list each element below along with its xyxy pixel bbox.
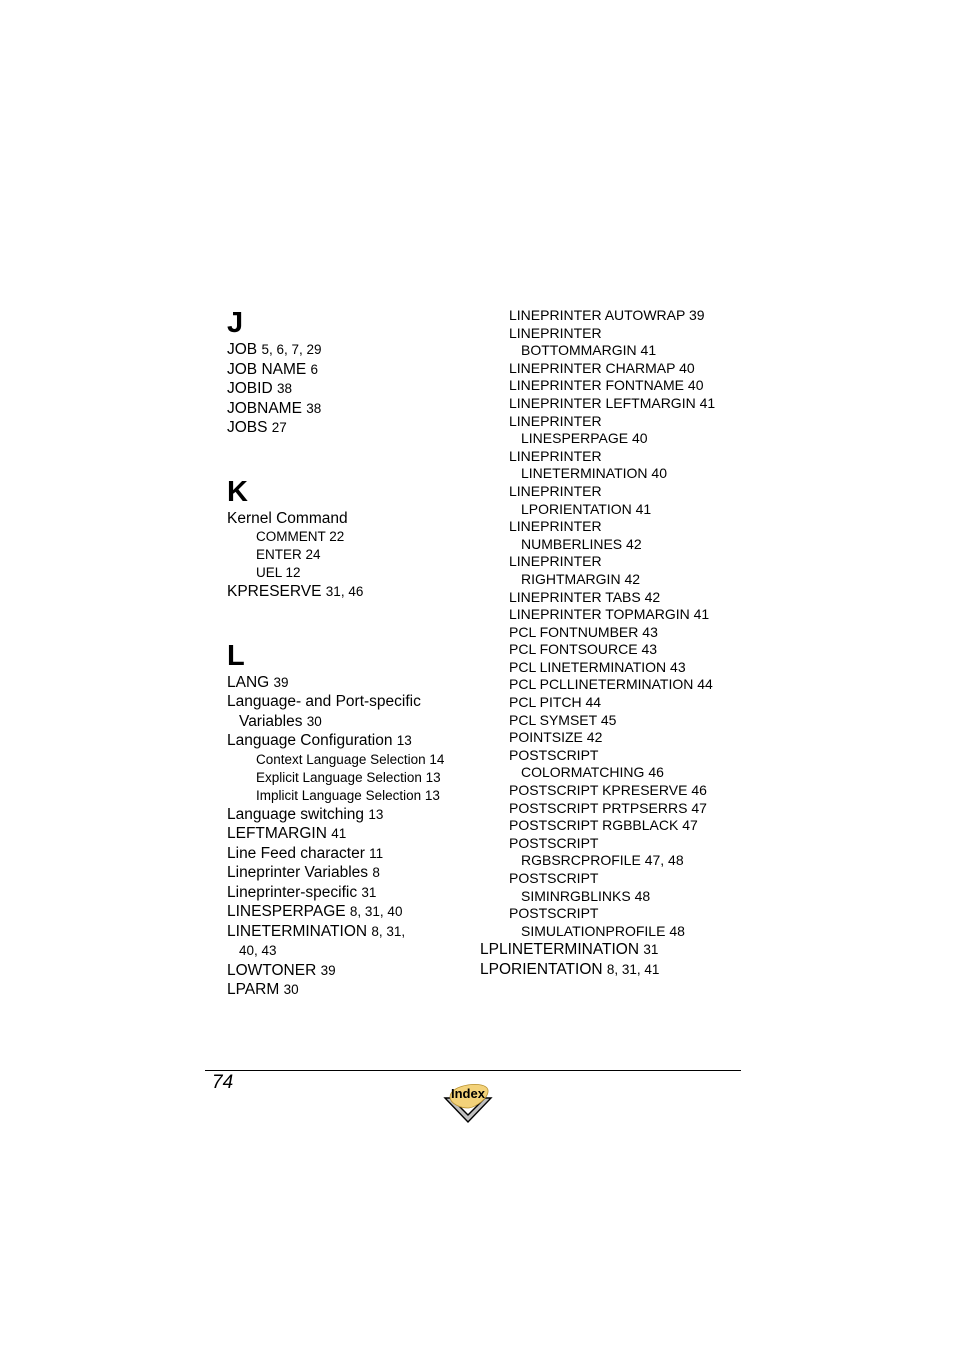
index-subentry — [480, 676, 745, 694]
entry-term: JOBS — [227, 419, 268, 436]
index-subentry — [480, 325, 745, 360]
index-subentry — [480, 694, 745, 712]
entry-term: Implicit Language Selection — [256, 787, 422, 803]
index-subentry — [480, 641, 745, 659]
index-column-left — [227, 306, 472, 1000]
index-subentry — [480, 448, 745, 483]
entry-term: Lineprinter Variables — [227, 864, 369, 881]
entry-term: KPRESERVE — [227, 583, 322, 600]
index-entry — [227, 582, 472, 602]
entry-pages: 41 — [640, 342, 657, 359]
entry-pages: 42 — [626, 535, 642, 552]
entry-term: PCL SYMSET — [509, 711, 597, 728]
index-entry — [227, 922, 472, 961]
entry-term-continued: LINESPERPAGE — [521, 430, 629, 447]
index-subentry — [227, 751, 472, 769]
index-subentry — [480, 817, 745, 835]
entry-term: POSTSCRIPT — [509, 834, 599, 851]
entry-term: ENTER — [256, 547, 302, 562]
entry-term: LINEPRINTER LEFTMARGIN — [509, 394, 696, 411]
entry-term: Language Configuration — [227, 732, 393, 749]
section-letter-j: J — [227, 307, 244, 339]
entry-pages: 42 — [644, 588, 661, 605]
index-entry — [227, 980, 472, 1000]
index-entry — [227, 961, 472, 981]
entry-pages: 8, 31, 41 — [606, 961, 660, 977]
entry-term-continued: LINETERMINATION — [521, 465, 648, 482]
entry-term: JOB NAME — [227, 360, 307, 378]
index-subentry — [480, 606, 745, 624]
entry-term: LPARM — [227, 981, 280, 998]
entry-term: Lineprinter-specific — [227, 883, 358, 901]
index-subentry — [480, 712, 745, 730]
entry-pages: 47 — [682, 817, 698, 834]
entry-pages: 22 — [329, 529, 345, 544]
entry-pages: 13 — [368, 806, 384, 822]
page-number: 74 — [212, 1072, 234, 1093]
entry-pages: 13 — [425, 769, 441, 785]
entry-pages: 31 — [643, 942, 659, 958]
entry-pages: 39 — [320, 962, 336, 978]
index-subentry — [480, 800, 745, 818]
entry-pages: 41 — [635, 500, 652, 517]
entry-pages: 41 — [699, 394, 716, 411]
entry-term: POSTSCRIPT PRTPSERRS — [509, 799, 688, 816]
index-subentry — [227, 564, 472, 582]
entry-term: POSTSCRIPT — [509, 905, 599, 922]
entry-pages: 31 — [361, 884, 377, 900]
entry-term: LINEPRINTER — [509, 553, 602, 570]
entry-pages: 30 — [306, 713, 322, 729]
index-entry — [227, 692, 472, 731]
entry-term: LINETERMINATION — [227, 922, 368, 940]
entry-pages: 42 — [624, 570, 641, 587]
index-subentry — [227, 528, 472, 546]
entry-term: Explicit Language Selection — [256, 769, 422, 785]
logo-text: Index — [451, 1086, 485, 1101]
index-entry — [227, 805, 472, 825]
entry-pages: 12 — [285, 565, 301, 580]
entry-term-continued: SIMINRGBLINKS — [521, 887, 631, 904]
entry-term: Context Language Selection — [256, 751, 426, 767]
index-subentry — [480, 870, 745, 905]
index-entry — [480, 940, 745, 960]
entry-term: PCL LINETERMINATION — [509, 658, 667, 675]
index-entry — [227, 844, 472, 864]
index-entry — [227, 418, 472, 438]
entry-term: POSTSCRIPT KPRESERVE — [509, 782, 688, 799]
entry-pages: 44 — [585, 694, 602, 711]
index-arrow-icon[interactable] — [441, 1078, 495, 1124]
index-entry — [227, 883, 472, 903]
entry-term: PCL PCLLINETERMINATION — [509, 676, 694, 693]
entry-term: LINEPRINTER — [509, 324, 602, 341]
entry-pages: 14 — [429, 751, 445, 767]
entry-pages: 43 — [642, 623, 658, 640]
entry-term: LINEPRINTER FONTNAME — [509, 377, 685, 394]
entry-term: LINEPRINTER — [509, 412, 602, 429]
entry-term-continued: LPORIENTATION — [521, 500, 632, 517]
index-entry — [227, 360, 472, 380]
entry-pages: 39 — [688, 307, 705, 323]
index-column-right — [480, 307, 745, 979]
index-entry — [227, 902, 472, 922]
entry-pages: 30 — [283, 982, 299, 997]
index-subentry — [480, 377, 745, 395]
entry-term: LINEPRINTER TABS — [509, 588, 641, 605]
entry-pages: 40 — [679, 359, 695, 376]
entry-term: POSTSCRIPT — [509, 746, 599, 763]
index-entry — [227, 379, 472, 399]
entry-term-continued: Variables — [239, 712, 303, 730]
entry-pages: 42 — [586, 729, 603, 746]
entry-term: POSTSCRIPT RGBBLACK — [509, 817, 679, 834]
index-entry — [227, 863, 472, 883]
entry-pages: 40 — [651, 465, 667, 482]
index-subentry — [480, 905, 745, 940]
entry-pages: 44 — [697, 676, 713, 693]
index-subentry — [480, 360, 745, 378]
entry-term: POINTSIZE — [509, 729, 583, 746]
entry-pages: 11 — [369, 845, 384, 861]
entry-term-continued: BOTTOMMARGIN — [521, 342, 637, 359]
entry-pages: 47, 48 — [644, 852, 684, 869]
index-subentry — [480, 589, 745, 607]
index-subentry — [480, 624, 745, 642]
entry-term: Language- and Port-specific — [227, 693, 421, 710]
index-subentry — [480, 729, 745, 747]
index-subentry — [227, 769, 472, 787]
entry-pages-continued: 40, 43 — [239, 943, 277, 958]
index-subentry — [480, 483, 745, 518]
entry-term-continued: COLORMATCHING — [521, 764, 645, 781]
index-entry — [227, 824, 472, 844]
entry-pages: 48 — [634, 887, 651, 904]
entry-pages: 13 — [396, 733, 412, 748]
entry-pages: 8, 31, 40 — [349, 904, 403, 919]
index-subentry — [480, 659, 745, 677]
entry-pages: 39 — [273, 674, 289, 690]
entry-term: JOBID — [227, 380, 273, 397]
index-entry — [227, 731, 472, 751]
entry-pages: 48 — [669, 922, 685, 939]
entry-term: COMMENT — [256, 529, 326, 544]
entry-term: LOWTONER — [227, 961, 317, 979]
entry-pages: 46 — [691, 782, 707, 799]
index-entry — [480, 960, 745, 980]
entry-pages: 8, 31, — [371, 923, 406, 939]
section-letter-l: L — [227, 639, 245, 672]
index-subentry — [227, 546, 472, 564]
entry-pages: 24 — [305, 547, 321, 562]
entry-pages: 43 — [670, 658, 686, 675]
entry-term: Kernel Command — [227, 509, 348, 527]
entry-term: PCL FONTSOURCE — [509, 641, 638, 658]
entry-pages: 31, 46 — [325, 584, 364, 599]
index-subentry — [480, 307, 745, 325]
index-subentry — [480, 782, 745, 800]
index-entry — [227, 509, 472, 529]
index-subentry — [480, 413, 745, 448]
entry-term: LINEPRINTER — [509, 482, 602, 499]
entry-pages: 46 — [648, 764, 664, 781]
entry-term: LINEPRINTER TOPMARGIN — [509, 606, 690, 623]
entry-term: LEFTMARGIN — [227, 825, 327, 842]
entry-term: LINEPRINTER — [509, 447, 602, 464]
index-entry — [227, 673, 472, 693]
footer-rule — [205, 1070, 741, 1071]
entry-term: PCL PITCH — [509, 694, 582, 711]
entry-term-continued: RGBSRCPROFILE — [521, 852, 641, 869]
index-subentry — [480, 747, 745, 782]
index-subentry — [480, 518, 745, 553]
entry-pages: 45 — [600, 711, 617, 728]
entry-term: LPLINETERMINATION — [480, 941, 640, 959]
entry-term: Language switching — [227, 805, 365, 823]
entry-term-continued: SIMULATIONPROFILE — [521, 922, 666, 939]
entry-pages: 47 — [691, 799, 707, 816]
entry-pages: 38 — [276, 381, 292, 396]
entry-term-continued: NUMBERLINES — [521, 535, 623, 552]
index-entry — [227, 340, 472, 360]
entry-term: POSTSCRIPT — [509, 870, 599, 886]
entry-term: LINEPRINTER AUTOWRAP — [509, 307, 686, 323]
entry-term: JOB — [227, 341, 258, 358]
entry-pages: 43 — [641, 641, 658, 658]
entry-pages: 38 — [306, 400, 322, 416]
entry-pages: 41 — [693, 606, 710, 623]
index-subentry — [480, 395, 745, 413]
entry-term: LINESPERPAGE — [227, 903, 346, 920]
entry-pages: 40 — [687, 377, 704, 394]
entry-pages: 41 — [331, 826, 347, 841]
index-subentry — [227, 787, 472, 805]
entry-term: LPORIENTATION — [480, 960, 603, 978]
entry-term: PCL FONTNUMBER — [509, 623, 639, 640]
entry-pages: 27 — [271, 420, 287, 435]
entry-term: Line Feed character — [227, 844, 365, 862]
index-subentry — [480, 835, 745, 870]
entry-term-continued: RIGHTMARGIN — [521, 570, 621, 587]
index-entry — [227, 399, 472, 419]
entry-term: LANG — [227, 673, 270, 691]
entry-term: UEL — [256, 565, 282, 580]
index-subentry — [480, 553, 745, 588]
entry-pages: 6 — [310, 361, 319, 377]
entry-pages: 8 — [372, 865, 380, 880]
entry-term: JOBNAME — [227, 399, 302, 417]
entry-term: LINEPRINTER — [509, 518, 602, 535]
entry-pages: 13 — [424, 787, 440, 803]
entry-pages: 5, 6, 7, 29 — [261, 342, 322, 357]
entry-pages: 40 — [632, 430, 648, 447]
section-letter-k: K — [227, 475, 248, 508]
entry-term: LINEPRINTER CHARMAP — [509, 359, 676, 376]
